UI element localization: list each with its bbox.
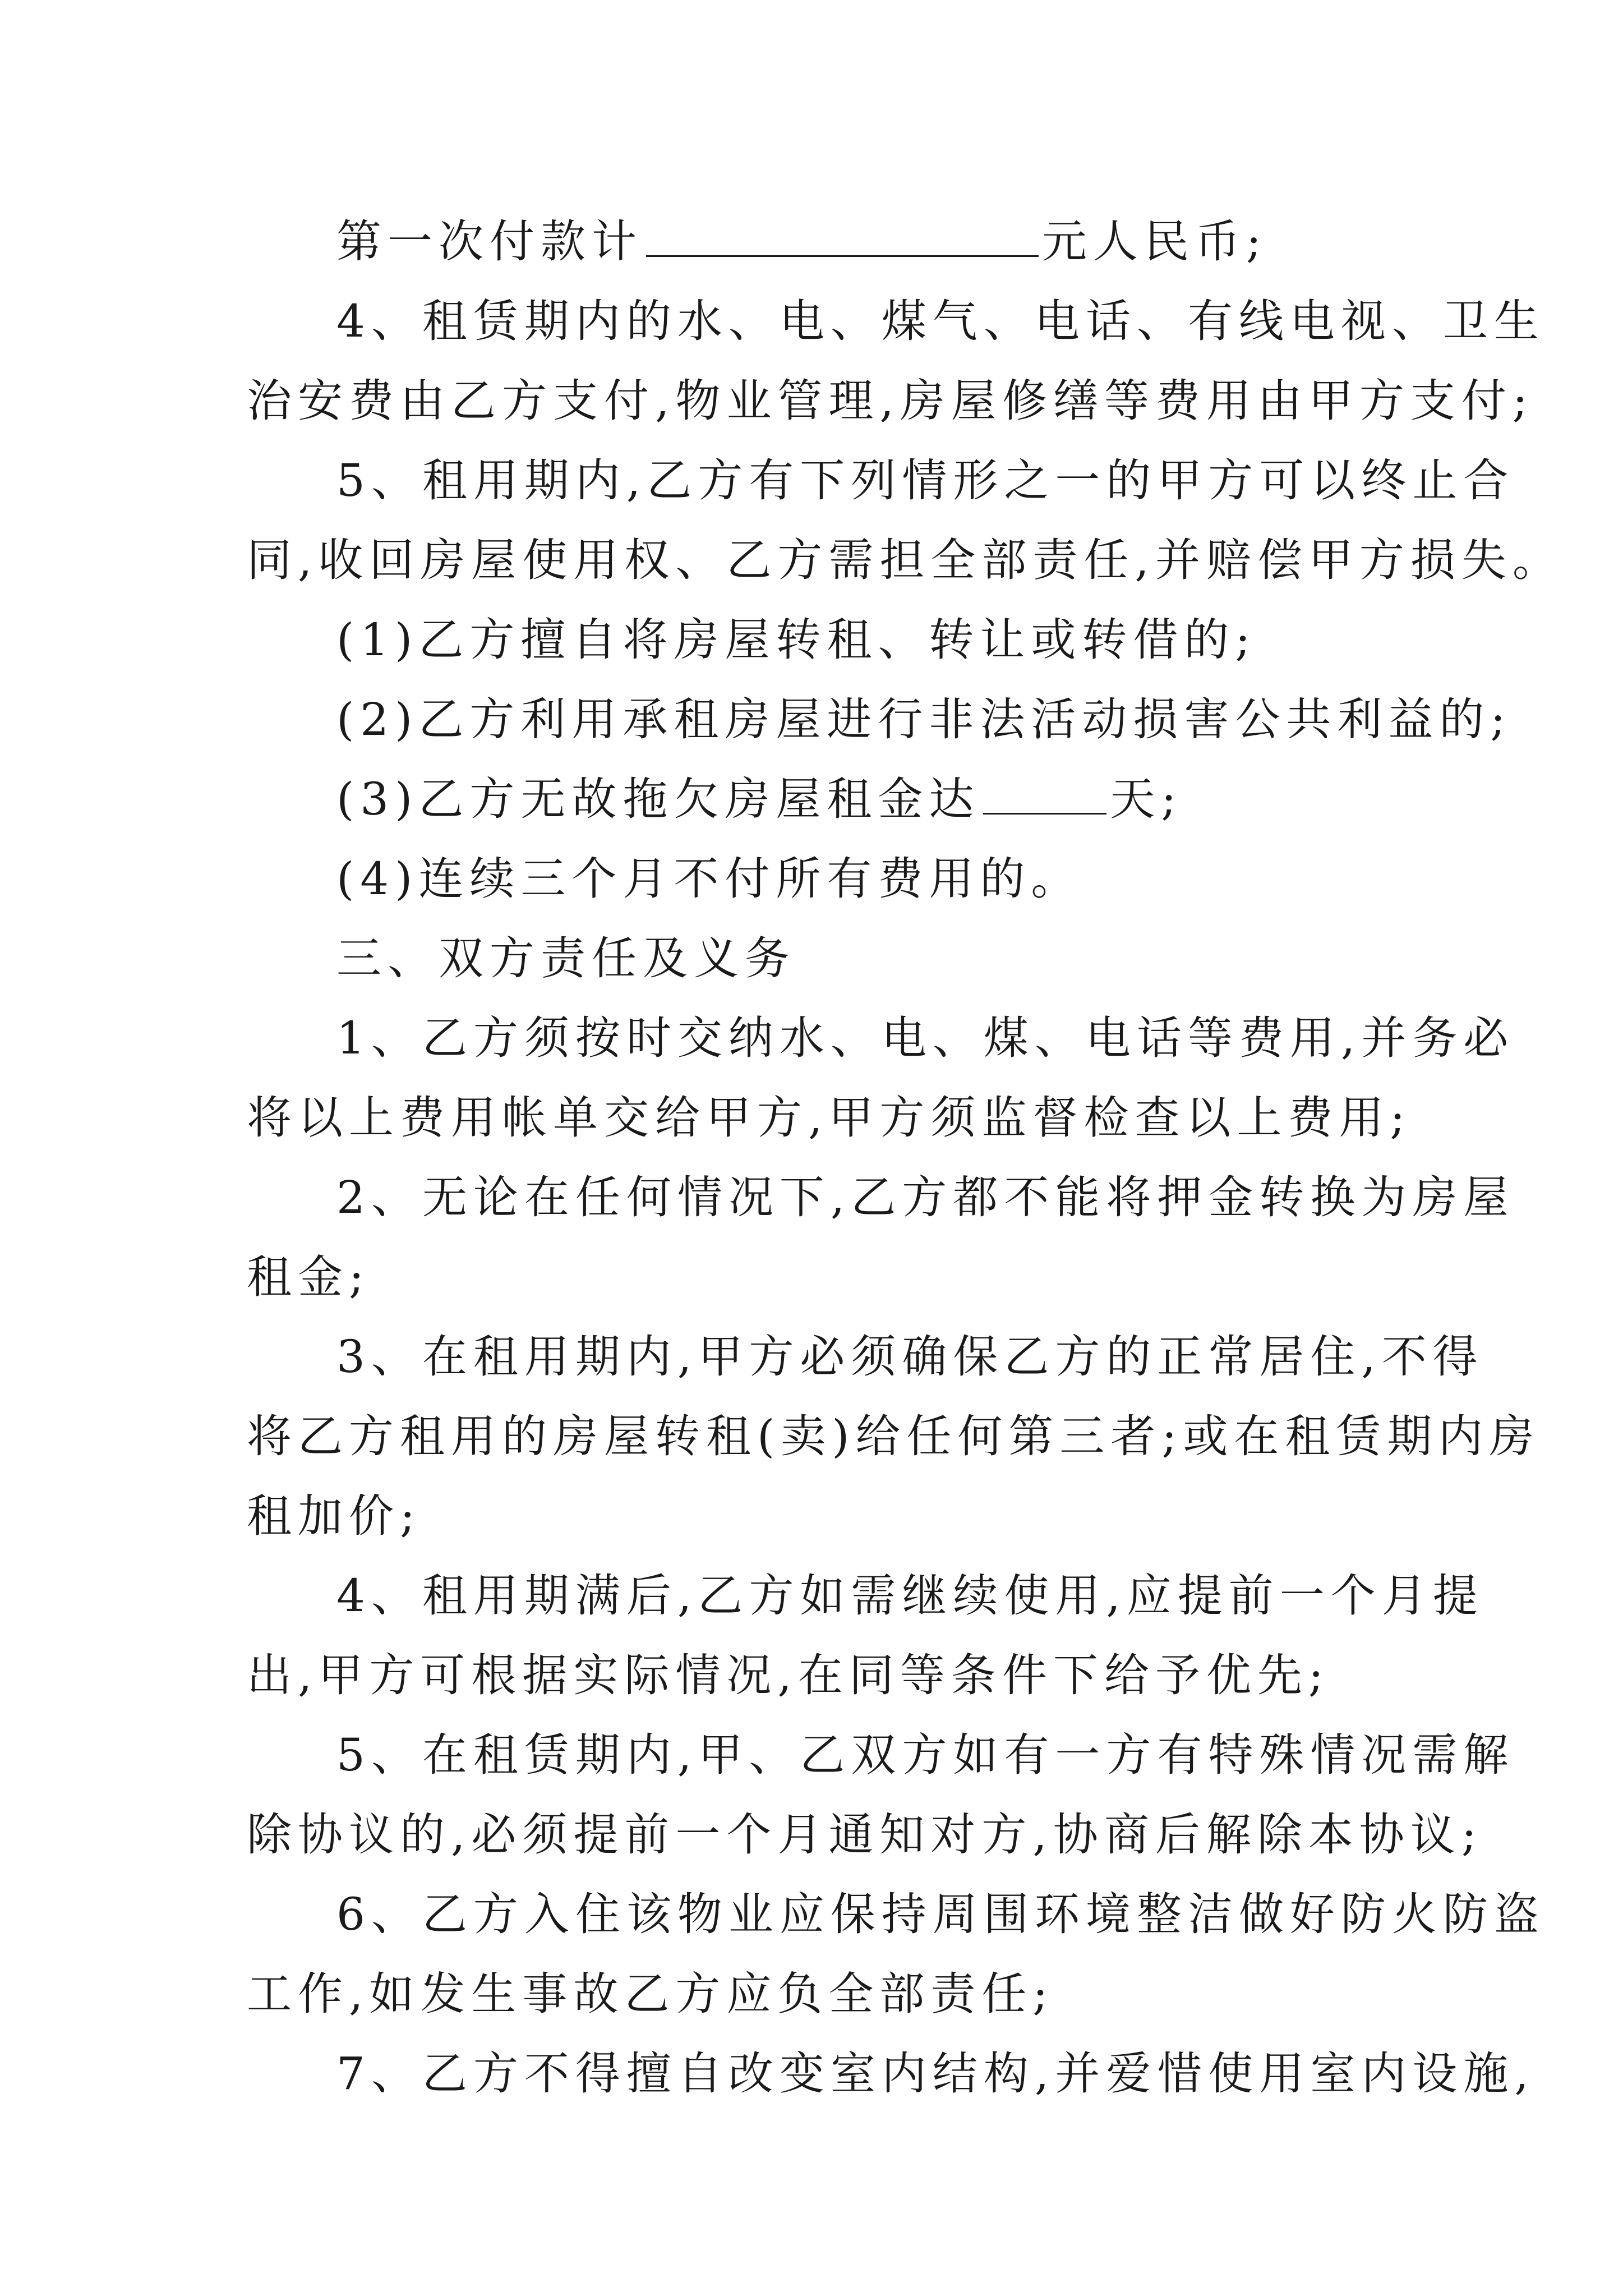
duty-3-line-2: 将乙方租用的房屋转租(卖)给任何第三者;或在租赁期内房 (247, 1410, 1541, 1462)
duty-6-line-2: 工作,如发生事故乙方应负全部责任; (247, 1968, 1054, 2020)
duty-2-line-2: 租金; (247, 1251, 370, 1303)
clause-5-line-1: 5、租用期内,乙方有下列情形之一的甲方可以终止合 (336, 454, 1515, 507)
contract-body (247, 202, 1564, 2114)
payment-label: 第一次付款计 (336, 215, 643, 268)
item-2: (2)乙方利用承租房屋进行非法活动损害公共利益的; (336, 693, 1512, 746)
payment-amount-blank[interactable] (646, 211, 1039, 257)
duty-6-line-1: 6、乙方入住该物业应保持周围环境整洁做好防火防盗 (336, 1888, 1545, 1940)
duty-3-line-3: 租加价; (247, 1490, 421, 1542)
item-3-label: (3)乙方无故拖欠房屋租金达 (336, 773, 980, 825)
duty-5-line-2: 除协议的,必须提前一个月通知对方,协商后解除本协议; (247, 1809, 1483, 1861)
item-3 (247, 760, 1391, 839)
clause-4-line-2: 治安费由乙方支付,物业管理,房屋修缮等费用由甲方支付; (247, 375, 1534, 427)
clause-4-line-1: 4、租赁期内的水、电、煤气、电话、有线电视、卫生 (336, 295, 1545, 347)
payment-unit: 元人民币; (1042, 215, 1267, 268)
item-4: (4)连续三个月不付所有费用的。 (336, 853, 1082, 905)
overdue-days-blank[interactable] (983, 769, 1106, 815)
section-heading: 三、双方责任及义务 (336, 932, 796, 984)
duty-7-line-1: 7、乙方不得擅自改变室内结构,并爱惜使用室内设施, (336, 2047, 1535, 2100)
item-3-unit: 天; (1110, 773, 1183, 825)
duty-4-line-2: 出,甲方可根据实际情况,在同等条件下给予优先; (247, 1649, 1330, 1701)
item-1: (1)乙方擅自将房屋转租、转让或转借的; (336, 614, 1257, 666)
duty-1-line-2: 将以上费用帐单交给甲方,甲方须监督检查以上费用; (247, 1092, 1412, 1144)
duty-3-line-1: 3、在租用期内,甲方必须确保乙方的正常居住,不得 (336, 1331, 1484, 1383)
payment-line (247, 202, 1391, 282)
duty-4-line-1: 4、租用期满后,乙方如需继续使用,应提前一个月提 (336, 1570, 1484, 1622)
clause-5-line-2: 同,收回房屋使用权、乙方需担全部责任,并赔偿甲方损失。 (247, 534, 1564, 586)
duty-5-line-1: 5、在租赁期内,甲、乙双方如有一方有特殊情况需解 (336, 1729, 1515, 1781)
duty-1-line-1: 1、乙方须按时交纳水、电、煤、电话等费用,并务必 (336, 1012, 1515, 1064)
duty-2-line-1: 2、无论在任何情况下,乙方都不能将押金转换为房屋 (336, 1171, 1515, 1223)
